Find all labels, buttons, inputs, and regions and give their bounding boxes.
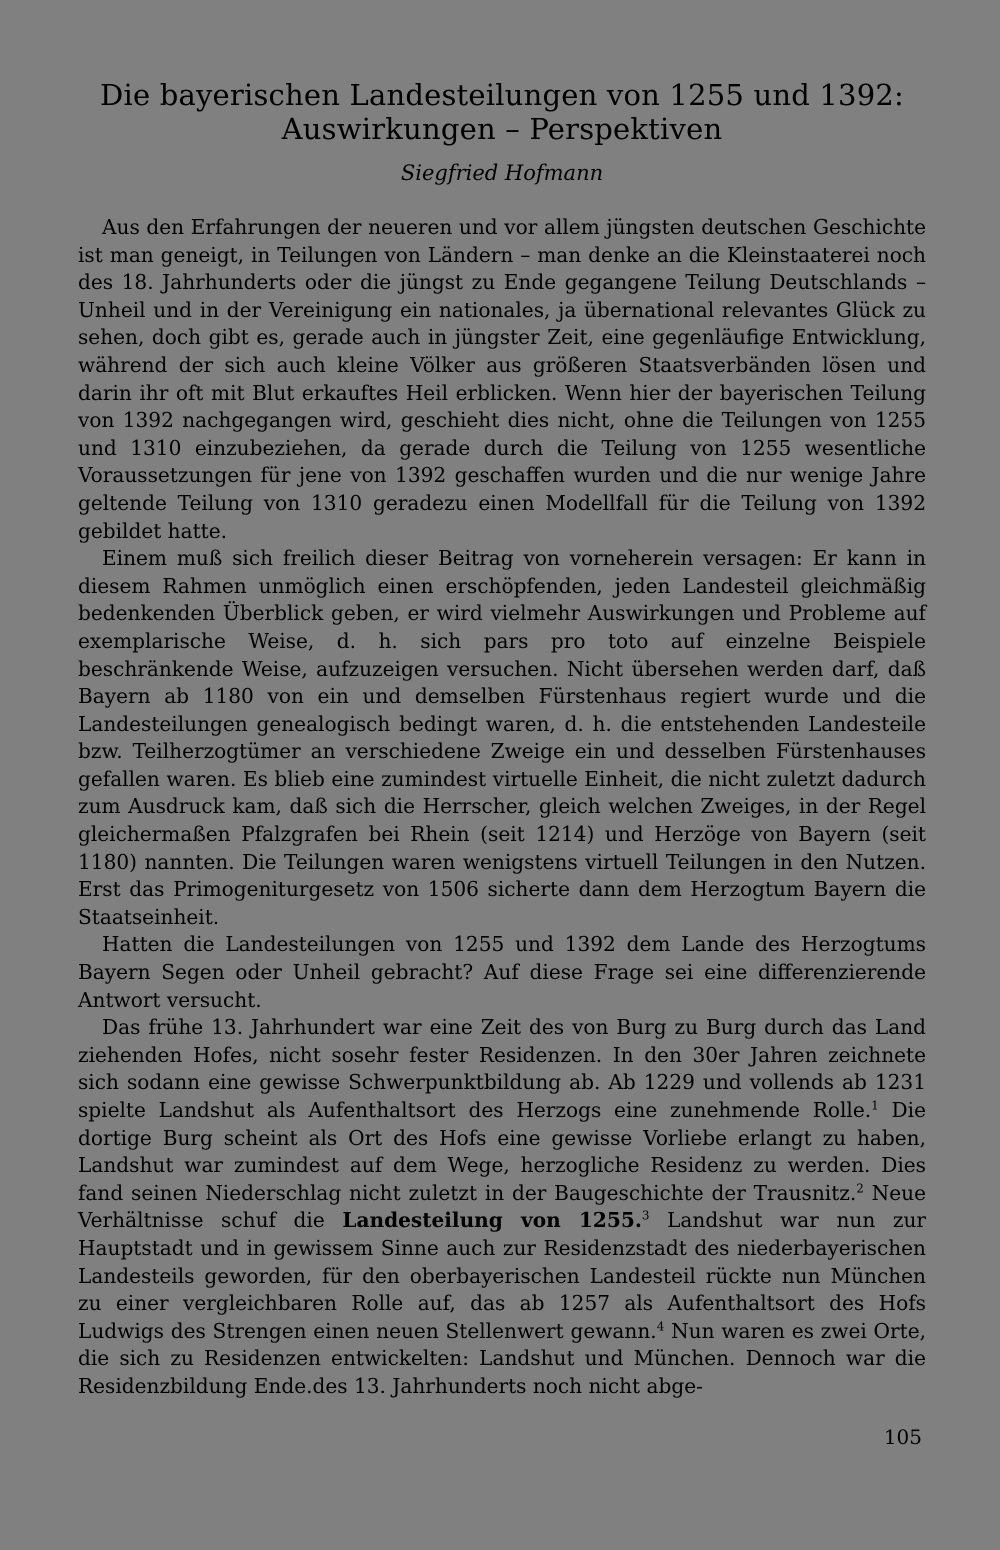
title-line-1: Die bayerischen Landesteilungen von 1255 und 1392: xyxy=(100,78,904,112)
footnote-ref-4: 4 xyxy=(656,1319,665,1334)
paragraph-3: Hatten die Landesteilungen von 1255 und 1392 dem Lande des Herzogtums Bayern Segen oder Unheil gebracht? Auf diese Frage sei eine differenzierende Antwort versucht. xyxy=(78,932,926,1012)
footnote-ref-1: 1 xyxy=(871,1098,879,1113)
paragraph-4 xyxy=(78,1014,926,1400)
paragraph-4-part-1: Das frühe 13. Jahrhundert war eine Zeit des von Burg zu Burg durch das Land ziehenden Hofes, nicht sosehr fester Residenzen. In den 30er Jahren zeichnete sich sodann eine gewisse Schwerpunktbildung ab. Ab 1229 und vollends ab 1231 spielte Landshut als Aufenthaltsort des Herzogs eine zunehmende Rolle. xyxy=(78,1015,926,1122)
bold-term: Landesteilung von 1255. xyxy=(342,1208,642,1233)
footnote-ref-2: 2 xyxy=(856,1181,864,1196)
author-name: Siegfried Hofmann xyxy=(400,161,604,185)
paragraph-4-part-3: Neue Verhältnisse schuf die xyxy=(78,1180,926,1233)
paragraph-4-part-2: Die dortige Burg scheint als Ort des Hofs eine gewisse Vorliebe erlangt zu haben, Landshut war zumindest auf dem Wege, herzogliche Residenz zu werden. Dies fand seinen Niederschlag nicht zuletzt in der Baugeschichte der Trausnitz. xyxy=(78,1098,926,1205)
paragraph-1: Aus den Erfahrungen der neueren und vor allem jüngsten deutschen Geschichte ist man geneigt, in Teilungen von Ländern – man denke an die Kleinstaaterei noch des 18. Jahrhunderts oder die jüngst zu Ende gegangene Teilung Deutschlands – Unheil und in der Vereinigung ein nationales, ja übernational relevantes Glück zu sehen, doch gibt es, gerade auch in jüngster Zeit, eine gegenläufige Entwicklung, während der sich auch kleine Völker aus größeren Staatsverbänden lösen und darin ihr oft mit Blut erkauftes Heil erblicken. Wenn hier der bayerischen Teilung von 1392 nachgegangen wird, geschieht dies nicht, ohne die Teilungen von 1255 und 1310 einzubeziehen, da gerade durch die Teilung von 1255 wesentliche Voraussetzungen für jene von 1392 geschaffen wurden und die nur wenige Jahre geltende Teilung von 1310 geradezu einen Modellfall für die Teilung von 1392 gebildet hatte. xyxy=(78,215,926,543)
page-number: 105 xyxy=(883,1425,922,1449)
footnote-ref-3: 3 xyxy=(641,1208,650,1223)
document-title xyxy=(78,78,926,146)
paragraph-4-part-5: Nun waren es zwei Orte, die sich zu Residenzen entwickelten: Landshut und München. Dennoch war die Residenzbildung Ende.des 13. Jahrhunderts noch nicht abge- xyxy=(78,1318,926,1398)
paragraph-2: Einem muß sich freilich dieser Beitrag von vorneherein versagen: Er kann in diesem Rahmen unmöglich einen erschöpfenden, jeden Landesteil gleichmäßig bedenkenden Überblick geben, er wird vielmehr Auswirkungen und Probleme auf exemplarische Weise, d. h. sich pars pro toto auf einzelne Beispiele beschränkende Weise, aufzuzeigen versuchen. Nicht übersehen werden darf, daß Bayern ab 1180 von ein und demselben Fürstenhaus regiert wurde und die Landesteilungen genealogisch bedingt waren, d. h. die entstehenden Landesteile bzw. Teilherzogtümer an verschiedene Zweige ein und desselben Fürstenhauses gefallen waren. Es blieb eine zumindest virtuelle Einheit, die nicht zuletzt dadurch zum Ausdruck kam, daß sich die Herrscher, gleich welchen Zweiges, in der Regel gleichermaßen Pfalzgrafen bei Rhein (seit 1214) und Herzöge von Bayern (seit 1180) nannten. Die Teilungen waren wenigstens virtuell Teilungen in den Nutzen. Erst das Primogeniturgesetz von 1506 sicherte dann dem Herzogtum Bayern die Staatseinheit. xyxy=(78,546,926,929)
document-page xyxy=(78,78,926,1401)
body-text xyxy=(78,214,926,1401)
title-line-2: Auswirkungen – Perspektiven xyxy=(281,112,723,146)
paragraph-4-part-4: Landshut war nun zur Hauptstadt und in gewissem Sinne auch zur Residenzstadt des niederbayerischen Landesteils geworden, für den oberbayerischen Landesteil rückte nun München zu einer vergleichbaren Rolle auf, das ab 1257 als Aufenthaltsort des Hofs Ludwigs des Strengen einen neuen Stellenwert gewann. xyxy=(78,1208,927,1343)
